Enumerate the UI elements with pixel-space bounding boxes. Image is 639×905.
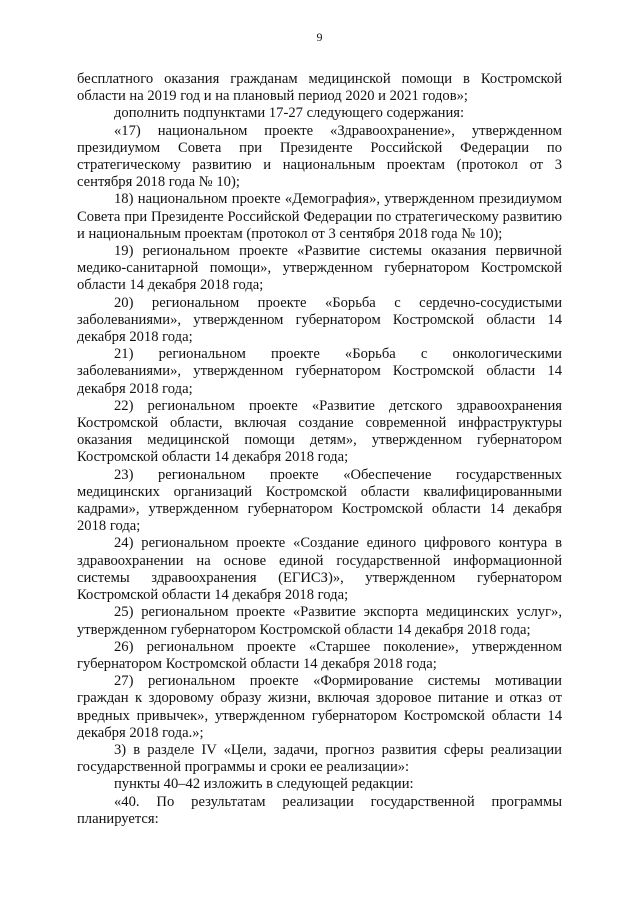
paragraph: 18) национальном проекте «Демография», утвержденном президиумом Совета при Президенте Российской Федерации по стратегическому развитию и национальным проектам (протокол от 3 сентября 2018 года № 10);	[77, 191, 562, 242]
paragraph: пункты 40–42 изложить в следующей редакции:	[114, 776, 414, 793]
paragraph: дополнить подпунктами 17-27 следующего содержания:	[114, 105, 465, 122]
paragraph: 23) региональном проекте «Обеспечение государственных медицинских организаций Костромской области квалифицированными кадрами», утвержденном губернатором Костромской области 14 декабря 2018 года;	[77, 466, 562, 535]
paragraph: 25) региональном проекте «Развитие экспорта медицинских услуг», утвержденном губернатором Костромской области 14 декабря 2018 года;	[77, 604, 562, 638]
paragraph: 24) региональном проекте «Создание единого цифрового контура в здравоохранении на основе единой государственной информационной системы здравоохранения (ЕГИСЗ)», утвержденном губернатором Костромской области 14 декабря 2018 года;	[77, 535, 562, 604]
paragraph: 22) региональном проекте «Развитие детского здравоохранения Костромской области, включая создание современной инфраструктуры оказания медицинской помощи детям», утвержденном губернатором Костромской области 14 декабря 2018 года;	[77, 397, 562, 466]
paragraph: 3) в разделе IV «Цели, задачи, прогноз развития сферы реализации государственной программы и сроки ее реализации»:	[77, 741, 562, 776]
page-number: 9	[316, 30, 323, 44]
paragraph: 21) региональном проекте «Борьба с онкологическими заболеваниями», утвержденном губернатором Костромской области 14 декабря 2018 года;	[77, 346, 562, 397]
paragraph: 26) региональном проекте «Старшее поколение», утвержденном губернатором Костромской области 14 декабря 2018 года;	[77, 638, 562, 672]
paragraph: «40. По результатам реализации государственной программы планируется:	[77, 793, 562, 827]
paragraph: 20) региональном проекте «Борьба с сердечно-сосудистыми заболеваниями», утвержденном губернатором Костромской области 14 декабря 2018 года;	[77, 294, 562, 346]
paragraph: бесплатного оказания гражданам медицинской помощи в Костромской области на 2019 год и на плановый период 2020 и 2021 годов»;	[77, 71, 562, 105]
paragraph: «17) национальном проекте «Здравоохранение», утвержденном президиумом Совета при Президенте Российской Федерации по стратегическому развитию и национальным проектам (протокол от 3 сентября 2018 года № 10);	[77, 122, 562, 191]
paragraph: 19) региональном проекте «Развитие системы оказания первичной медико-санитарной помощи», утвержденном губернатором Костромской области 14 декабря 2018 года;	[77, 243, 562, 294]
paragraph: 27) региональном проекте «Формирование системы мотивации граждан к здоровому образу жизни, включая здоровое питание и отказ от вредных привычек», утвержденном губернатором Костромской области 14 декабря 2018 года.»;	[77, 673, 562, 741]
document-body	[77, 71, 562, 828]
